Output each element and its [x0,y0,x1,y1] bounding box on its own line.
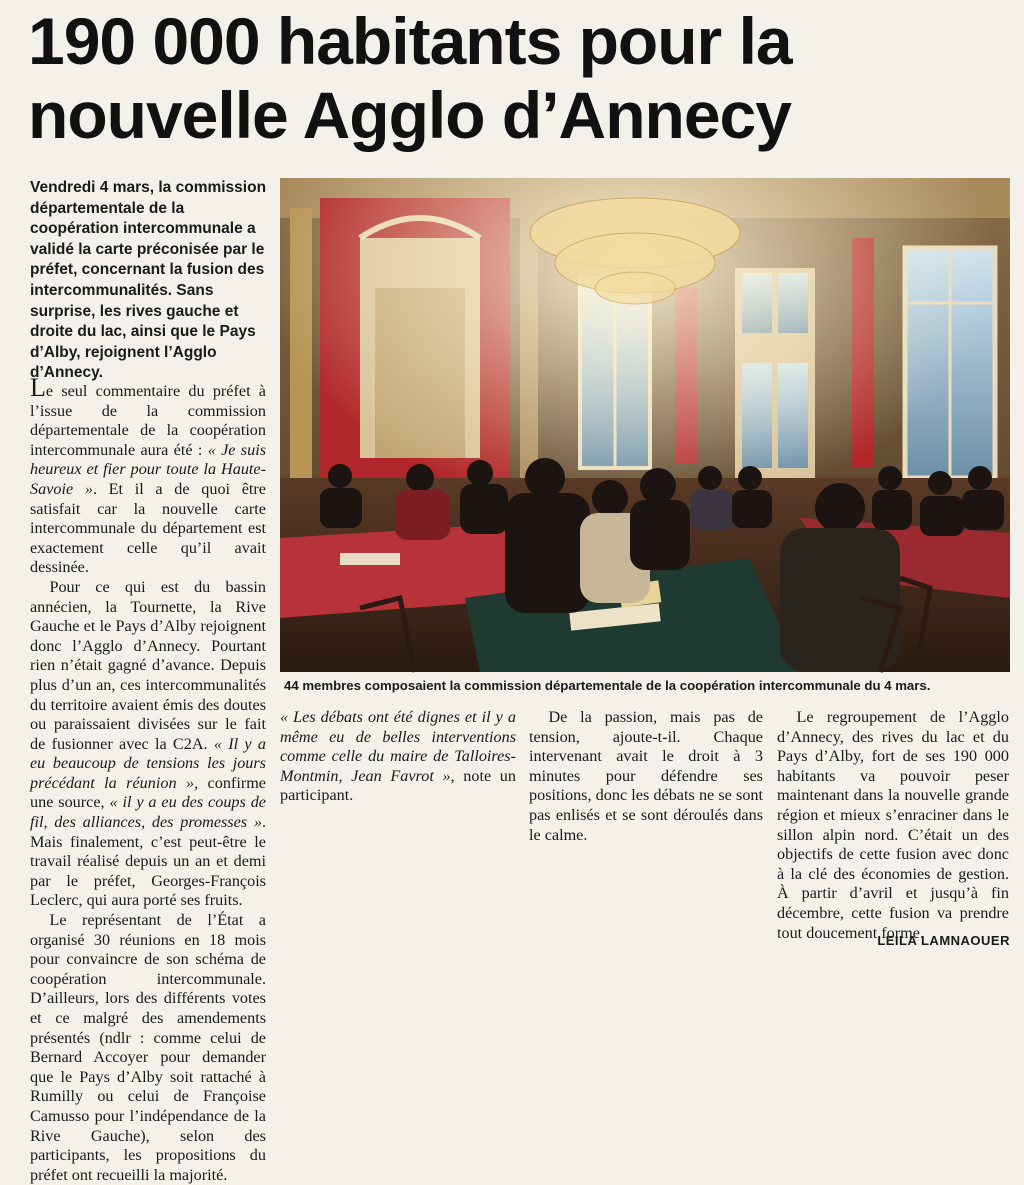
headline-line-1: 190 000 habitants pour la [28,4,792,78]
paragraph-4: De la passion, mais pas de tension, ajoute-t-il. Chaque intervenant avait le droit à 3 minutes pour défendre ses positions, donc les débats ne se sont pas enlisés et se sont déroulés dans le calme. [529,708,763,844]
drop-cap: L [30,373,46,402]
body-column-3 [529,708,763,952]
byline: LEILA LAMNAOUER [877,933,1010,948]
paragraph-2: Pour ce qui est du bassin annécien, la Tournette, la Rive Gauche et le Pays d’Alby rejoignent donc l’Agglo d’Annecy. Pourtant rien n’était gagné d’avance. Depuis plus d’un an, ces intercommunalités du territoire avaient émis des doutes ou paraissaient divisées sur le fait de fusionner avec la C2A. « Il y a eu beaucoup de tensions les jours précédant la réunion », confirme une source, « il y a eu des coups de fil, des alliances, des promesses ». Mais finalement, c’est peut-être le travail réalisé depuis un an et demi par le préfet, Georges-François Leclerc, qui aura porté ses fruits. [30,577,267,910]
paragraph-5: Le regroupement de l’Agglo d’Annecy, des rives du lac et du Pays d’Alby, fort de ses 190 000 habitants va pouvoir peser maintenant dans la nouvelle grande région et mieux s’enraciner dans le sillon alpin nord. C’était un des objectifs de cette fusion avec donc à la clé des économies de gestion. À partir d’avril et jusqu’à fin décembre, cette fusion va prendre tout doucement forme. [777,708,1009,942]
headline-line-2: nouvelle Agglo d’Annecy [28,78,791,152]
paragraph-3-cont: « Les débats ont été dignes et il y a même eu de belles interventions comme celle du maire de Talloires-Montmin, Jean Favrot », note un participant. [280,708,516,805]
body-column-1 [30,373,267,1184]
headline [28,4,1018,152]
paragraph-1: Le seul commentaire du préfet à l’issue de la commission départementale de la coopération intercommunale aura été : « Je suis heureux et fier pour toute la Haute-Savoie ». Et il a de quoi être satisfait car la nouvelle carte intercommunale du département est exactement celle qu’il avait dessinée. [30,373,267,577]
photo-caption: 44 membres composaient la commission départementale de la coopération intercommunale du 4 mars. [284,678,931,693]
meeting-photo [280,178,1010,672]
paragraph-3-start: Le représentant de l’État a organisé 30 réunions en 18 mois pour convaincre de son schéma de coopération intercommunale. D’ailleurs, lors des différents votes et ce malgré des amendements présentés (ndlr : comme celui de Bernard Accoyer pour demander que le Pays d’Alby soit rattaché à Rumilly ou celui de Françoise Camusso pour l’indépendance de la Rive Gauche), selon des participants, les propositions du préfet ont recueilli la majorité. [30,911,266,1184]
body-column-2 [280,708,516,952]
intro-lead: Vendredi 4 mars, la commission départementale de la coopération intercommunale a validé la carte préconisée par le préfet, concernant la fusion des intercommunalités. Sans surprise, les rives gauche et droite du lac, ainsi que le Pays d’Alby, rejoignent l’Agglo d’Annecy. [30,179,267,382]
